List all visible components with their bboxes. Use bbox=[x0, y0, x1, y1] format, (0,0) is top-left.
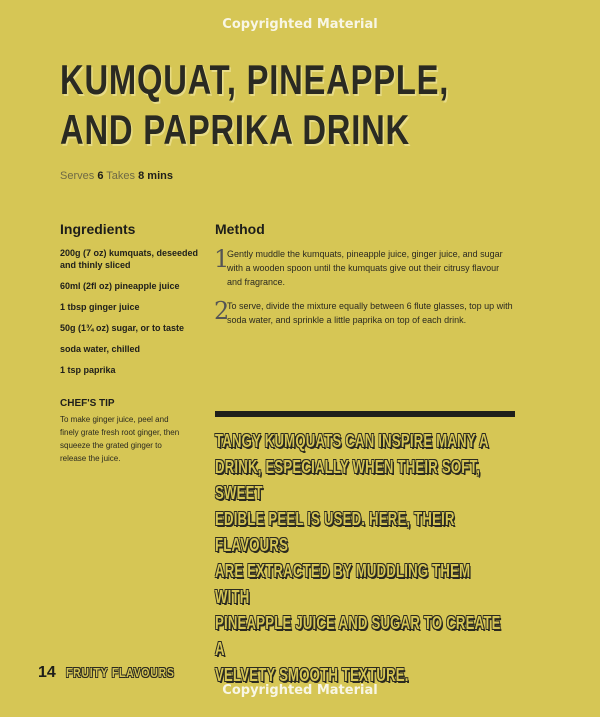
quote-line: EDIBLE PEEL IS USED. HERE, THEIR FLAVOURS bbox=[215, 509, 455, 555]
method-step bbox=[215, 299, 515, 327]
ingredient-item: 1 tsp paprika bbox=[60, 365, 116, 375]
section-divider bbox=[215, 411, 515, 417]
section-name: FRUITY FLAVOURS bbox=[66, 665, 175, 680]
quote-line: VELVETY SMOOTH TEXTURE. bbox=[215, 665, 409, 685]
takes-label: Takes bbox=[106, 170, 136, 182]
watermark-top: Copyrighted Material bbox=[222, 17, 378, 32]
method-section bbox=[215, 221, 515, 337]
method-heading: Method bbox=[215, 221, 265, 237]
title-line-1: KUMQUAT, PINEAPPLE, bbox=[60, 56, 450, 103]
ingredient-item: 50g (1¾ oz) sugar, or to taste bbox=[60, 323, 185, 333]
recipe-title bbox=[60, 55, 450, 155]
step-text: Gently muddle the kumquats, pineapple juice, ginger juice, and sugar with a wooden spoon until the kumquats give out their citrusy flavour and fragrance. bbox=[227, 249, 503, 287]
recipe-meta bbox=[60, 170, 173, 182]
method-step bbox=[215, 247, 515, 289]
page-footer bbox=[38, 664, 202, 682]
watermark-bottom: Copyrighted Material bbox=[222, 683, 378, 698]
ingredient-item: soda water, chilled bbox=[60, 344, 141, 354]
page-number: 14 bbox=[38, 664, 56, 681]
quote-line: TANGY KUMQUATS CAN INSPIRE MANY A bbox=[215, 431, 489, 451]
chefs-tip-text: To make ginger juice, peel and finely grate fresh root ginger, then squeeze the grated ginger to release the juice. bbox=[60, 415, 180, 463]
quote-line: PINEAPPLE JUICE AND SUGAR TO CREATE A bbox=[215, 613, 501, 659]
step-number: 2 bbox=[214, 297, 230, 325]
ingredient-item: 200g (7 oz) kumquats, deseeded and thinly sliced bbox=[60, 248, 199, 270]
ingredient-item: 1 tbsp ginger juice bbox=[60, 302, 140, 312]
takes-value: 8 mins bbox=[138, 170, 173, 182]
title-line-2: AND PAPRIKA DRINK bbox=[60, 106, 410, 153]
chefs-tip-heading: CHEF'S TIP bbox=[60, 398, 115, 409]
serves-label: Serves bbox=[60, 170, 95, 182]
ingredients-section bbox=[60, 221, 200, 385]
intro-quote bbox=[215, 428, 507, 688]
chefs-tip bbox=[60, 398, 180, 465]
serves-value: 6 bbox=[97, 170, 104, 182]
ingredient-item: 60ml (2fl oz) pineapple juice bbox=[60, 281, 180, 291]
step-text: To serve, divide the mixture equally between 6 flute glasses, top up with soda water, and sprinkle a little paprika on top of each drink. bbox=[227, 301, 513, 325]
quote-line: ARE EXTRACTED BY MUDDLING THEM WITH bbox=[215, 561, 471, 607]
ingredients-heading: Ingredients bbox=[60, 221, 136, 237]
step-number: 1 bbox=[214, 245, 230, 273]
quote-line: DRINK, ESPECIALLY WHEN THEIR SOFT, SWEET bbox=[215, 457, 481, 503]
